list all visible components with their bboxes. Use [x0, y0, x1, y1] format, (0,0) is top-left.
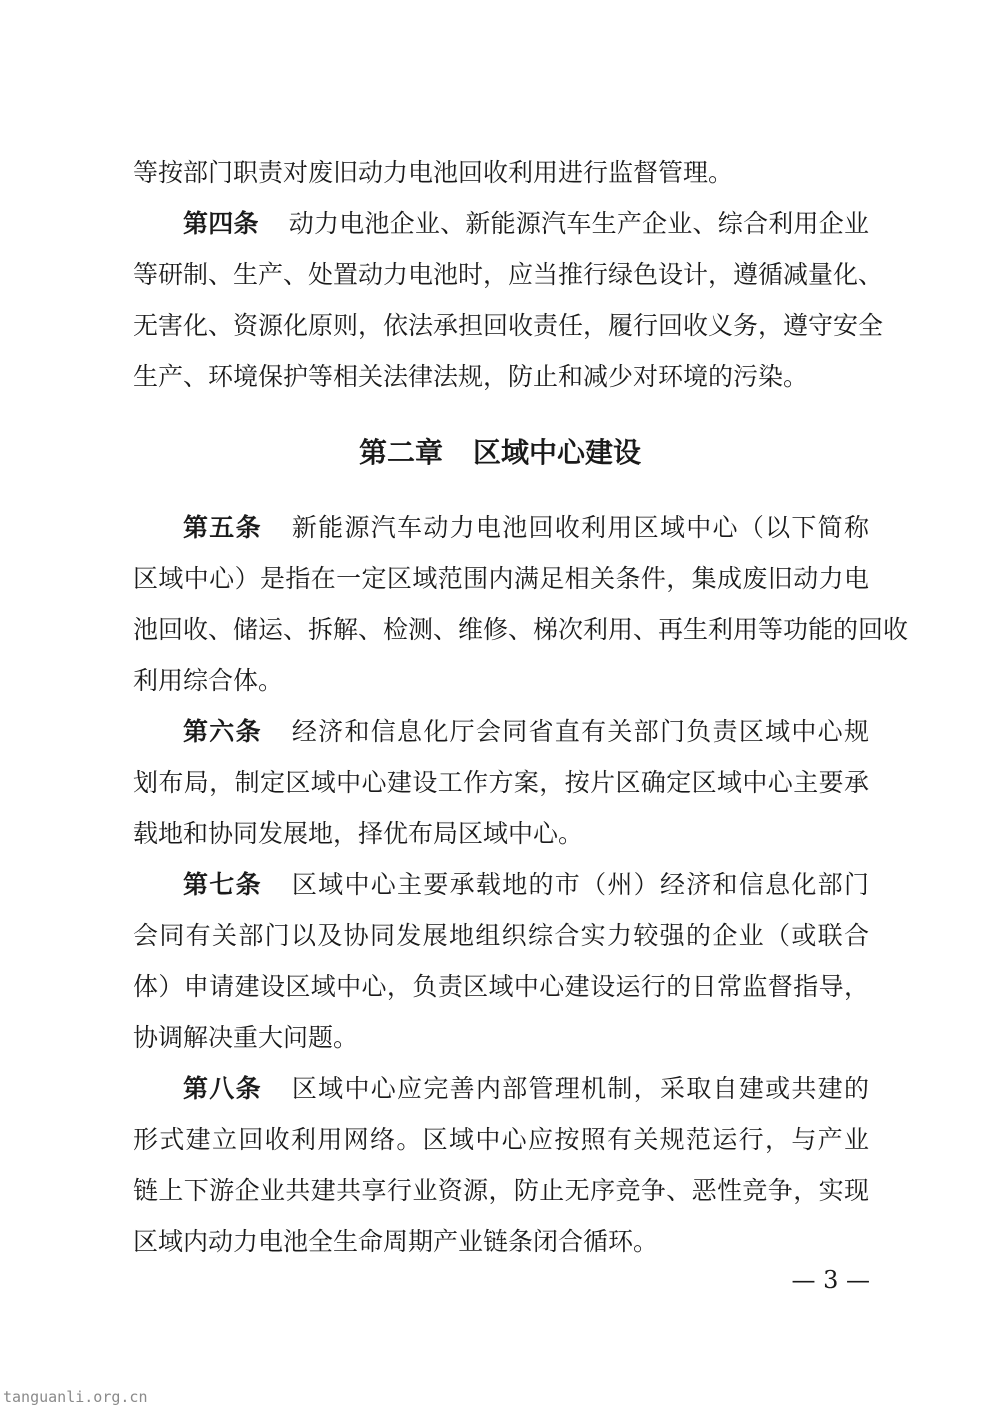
- article-8-line-2: 形式建立回收利用网络。区域中心应按照有关规范运行，与产业: [133, 1125, 869, 1154]
- article-7-line-2: 会同有关部门以及协同发展地组织综合实力较强的企业（或联合: [133, 921, 869, 950]
- article-6-text: 经济和信息化厅会同省直有关部门负责区域中心规: [291, 717, 869, 746]
- article-4-text: 动力电池企业、新能源汽车生产企业、综合利用企业: [288, 209, 869, 238]
- article-6-line-3: 载地和协同发展地，择优布局区域中心。: [133, 819, 584, 848]
- article-7-line-4: 协调解决重大问题。: [133, 1023, 359, 1052]
- article-7-line-3: 体）申请建设区域中心，负责区域中心建设运行的日常监督指导，: [133, 972, 869, 1001]
- chapter-heading: [0, 436, 1000, 470]
- continuation-line: 等按部门职责对废旧动力电池回收利用进行监督管理。: [133, 158, 734, 187]
- article-6-line-2: 划布局，制定区域中心建设工作方案，按片区确定区域中心主要承: [133, 768, 869, 797]
- watermark-text: tanguanli.org.cn: [3, 1388, 148, 1406]
- chapter-number: 第二章: [358, 436, 443, 469]
- article-8-text: 区域中心应完善内部管理机制，采取自建或共建的: [291, 1074, 869, 1103]
- article-8-label: 第八条: [183, 1074, 262, 1103]
- chapter-title: 区域中心建设: [473, 436, 642, 469]
- article-8-line-1: [183, 1074, 869, 1104]
- article-4-line-3: 无害化、资源化原则，依法承担回收责任，履行回收义务，遵守安全: [133, 311, 884, 340]
- article-5-line-1: [183, 513, 869, 543]
- article-7-line-1: [183, 870, 869, 900]
- article-4-label: 第四条: [183, 209, 259, 238]
- article-5-line-3: 池回收、储运、拆解、检测、维修、梯次利用、再生利用等功能的回收: [133, 615, 909, 644]
- article-4-line-4: 生产、环境保护等相关法律法规，防止和减少对环境的污染。: [133, 362, 809, 391]
- article-6-label: 第六条: [183, 717, 262, 746]
- page-number: — 3 —: [791, 1266, 870, 1294]
- article-6-line-1: [183, 717, 869, 747]
- article-7-text: 区域中心主要承载地的市（州）经济和信息化部门: [291, 870, 869, 899]
- article-4-line-2: 等研制、生产、处置动力电池时，应当推行绿色设计，遵循减量化、: [133, 260, 884, 289]
- article-5-line-4: 利用综合体。: [133, 666, 284, 695]
- article-4-line-1: [183, 209, 869, 239]
- article-8-line-4: 区域内动力电池全生命周期产业链条闭合循环。: [133, 1227, 659, 1256]
- article-5-line-2: 区域中心）是指在一定区域范围内满足相关条件，集成废旧动力电: [133, 564, 869, 593]
- article-5-text: 新能源汽车动力电池回收利用区域中心（以下简称: [291, 513, 869, 542]
- article-5-label: 第五条: [183, 513, 262, 542]
- article-7-label: 第七条: [183, 870, 262, 899]
- article-8-line-3: 链上下游企业共建共享行业资源，防止无序竞争、恶性竞争，实现: [133, 1176, 869, 1205]
